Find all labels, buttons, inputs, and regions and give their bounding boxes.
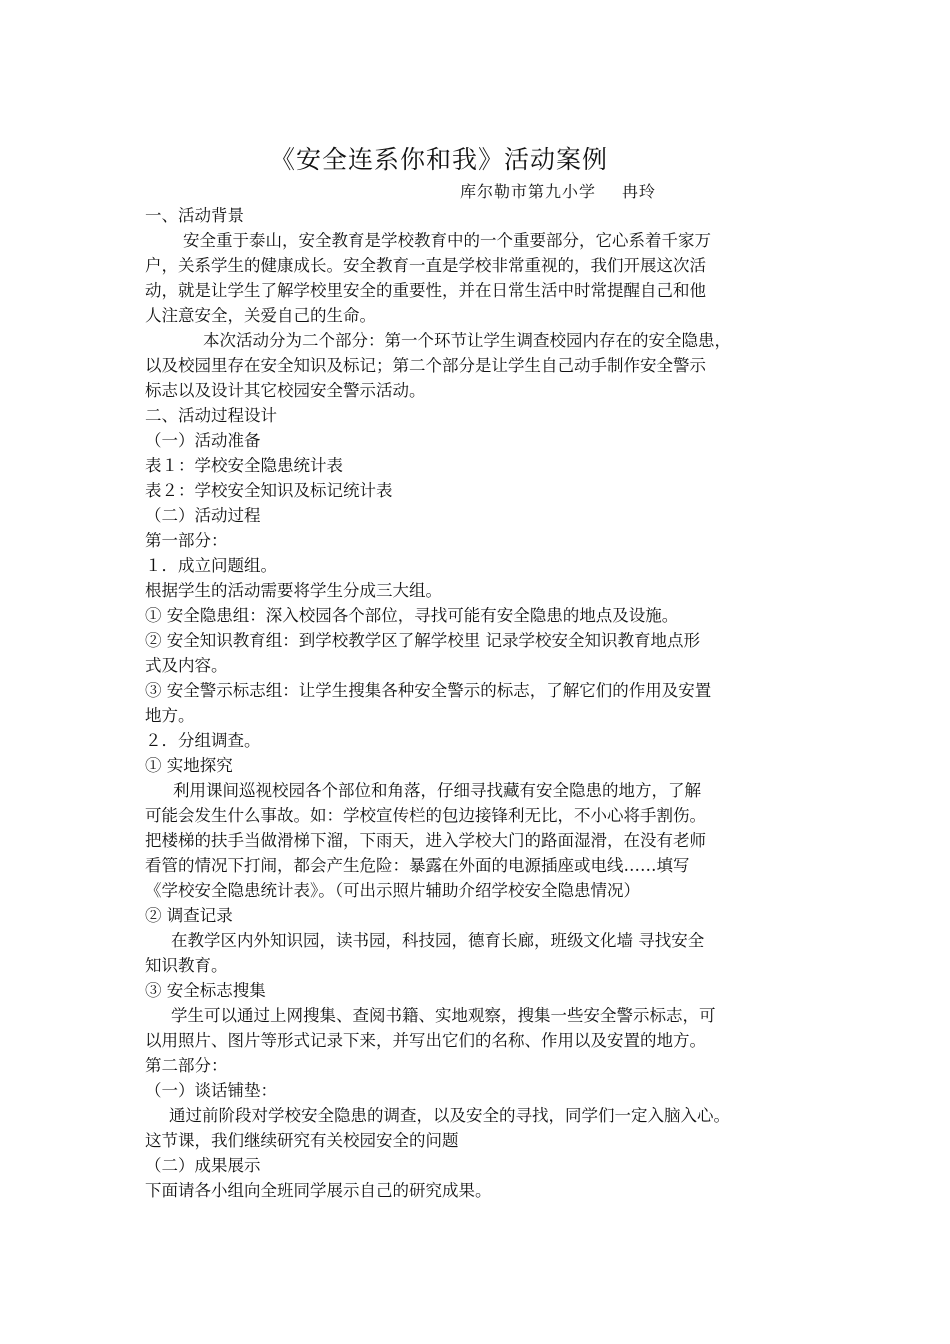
paragraph-line: 这节课，我们继续研究有关校园安全的问题 [145,1131,459,1150]
paragraph-line: 利用课间巡视校园各个部位和角落，仔细寻找藏有安全隐患的地方，了解 [173,781,701,800]
author-line [460,179,656,202]
paragraph-line: 标志以及设计其它校园安全警示活动。 [145,381,426,400]
list-item: ③ 安全警示标志组：让学生搜集各种安全警示的标志，了解它们的作用及安置 [145,681,712,700]
paragraph-line: 知识教育。 [145,956,228,975]
section-heading: 二、活动过程设计 [145,406,277,425]
list-item: ① 实地探究 [145,756,233,775]
paragraph-line: 在教学区内外知识园，读书园，科技园，德育长廊，班级文化墙 寻找安全 [171,931,705,950]
paragraph-line: １．成立问题组。 [145,556,277,575]
paragraph-line: 表２：学校安全知识及标记统计表 [145,481,393,500]
paragraph-line: 第二部分： [145,1056,228,1075]
subsection-heading: （二）成果展示 [145,1156,261,1175]
paragraph-line: 表１：学校安全隐患统计表 [145,456,343,475]
paragraph-line: 《学校安全隐患统计表》。（可出示照片辅助介绍学校安全隐患情况） [145,881,640,900]
subsection-heading: （一）谈话铺垫： [145,1081,277,1100]
subsection-heading: （一）活动准备 [145,431,261,450]
paragraph-line: 通过前阶段对学校安全隐患的调查，以及安全的寻找，同学们一定入脑入心。 [169,1106,730,1125]
subsection-heading: （二）活动过程 [145,506,261,525]
author-name: 冉玲 [622,182,657,201]
list-item: ① 安全隐患组：深入校园各个部位，寻找可能有安全隐患的地点及设施。 [145,606,679,625]
paragraph-line: 地方。 [145,706,195,725]
paragraph-line: 学生可以通过上网搜集、查阅书籍、实地观察，搜集一些安全警示标志，可 [171,1006,716,1025]
paragraph-line: 动，就是让学生了解学校里安全的重要性，并在日常生活中时常提醒自己和他 [145,281,706,300]
paragraph-line: 可能会发生什么事故。如：学校宣传栏的包边接锋利无比，不小心将手割伤。 [145,806,706,825]
paragraph-line: 安全重于泰山，安全教育是学校教育中的一个重要部分，它心系着千家万 [183,231,711,250]
document-title: 《安全连系你和我》活动案例 [270,145,609,174]
paragraph-line: 户，关系学生的健康成长。安全教育一直是学校非常重视的，我们开展这次活 [145,256,706,275]
section-heading: 一、活动背景 [145,206,244,225]
paragraph-line: 本次活动分为二个部分：第一个环节让学生调查校园内存在的安全隐患， [203,331,731,350]
list-item: ③ 安全标志搜集 [145,981,266,1000]
paragraph-line: 以用照片、图片等形式记录下来，并写出它们的名称、作用以及安置的地方。 [145,1031,706,1050]
paragraph-line: 下面请各小组向全班同学展示自己的研究成果。 [145,1181,492,1200]
paragraph-line: 以及校园里存在安全知识及标记；第二个部分是让学生自己动手制作安全警示 [145,356,706,375]
list-item: ② 调查记录 [145,906,233,925]
paragraph-line: 根据学生的活动需要将学生分成三大组。 [145,581,442,600]
author-school: 库尔勒市第九小学 [460,182,597,201]
paragraph-line: 人注意安全，关爱自己的生命。 [145,306,376,325]
paragraph-line: 把楼梯的扶手当做滑梯下溜，下雨天，进入学校大门的路面湿滑，在没有老师 [145,831,706,850]
paragraph-line: 式及内容。 [145,656,228,675]
paragraph-line: 第一部分： [145,531,228,550]
paragraph-line: ２．分组调查。 [145,731,261,750]
paragraph-line: 看管的情况下打闹，都会产生危险：暴露在外面的电源插座或电线……填写 [145,856,690,875]
list-item: ② 安全知识教育组：到学校教学区了解学校里 记录学校安全知识教育地点形 [145,631,700,650]
document-body [145,203,825,1203]
